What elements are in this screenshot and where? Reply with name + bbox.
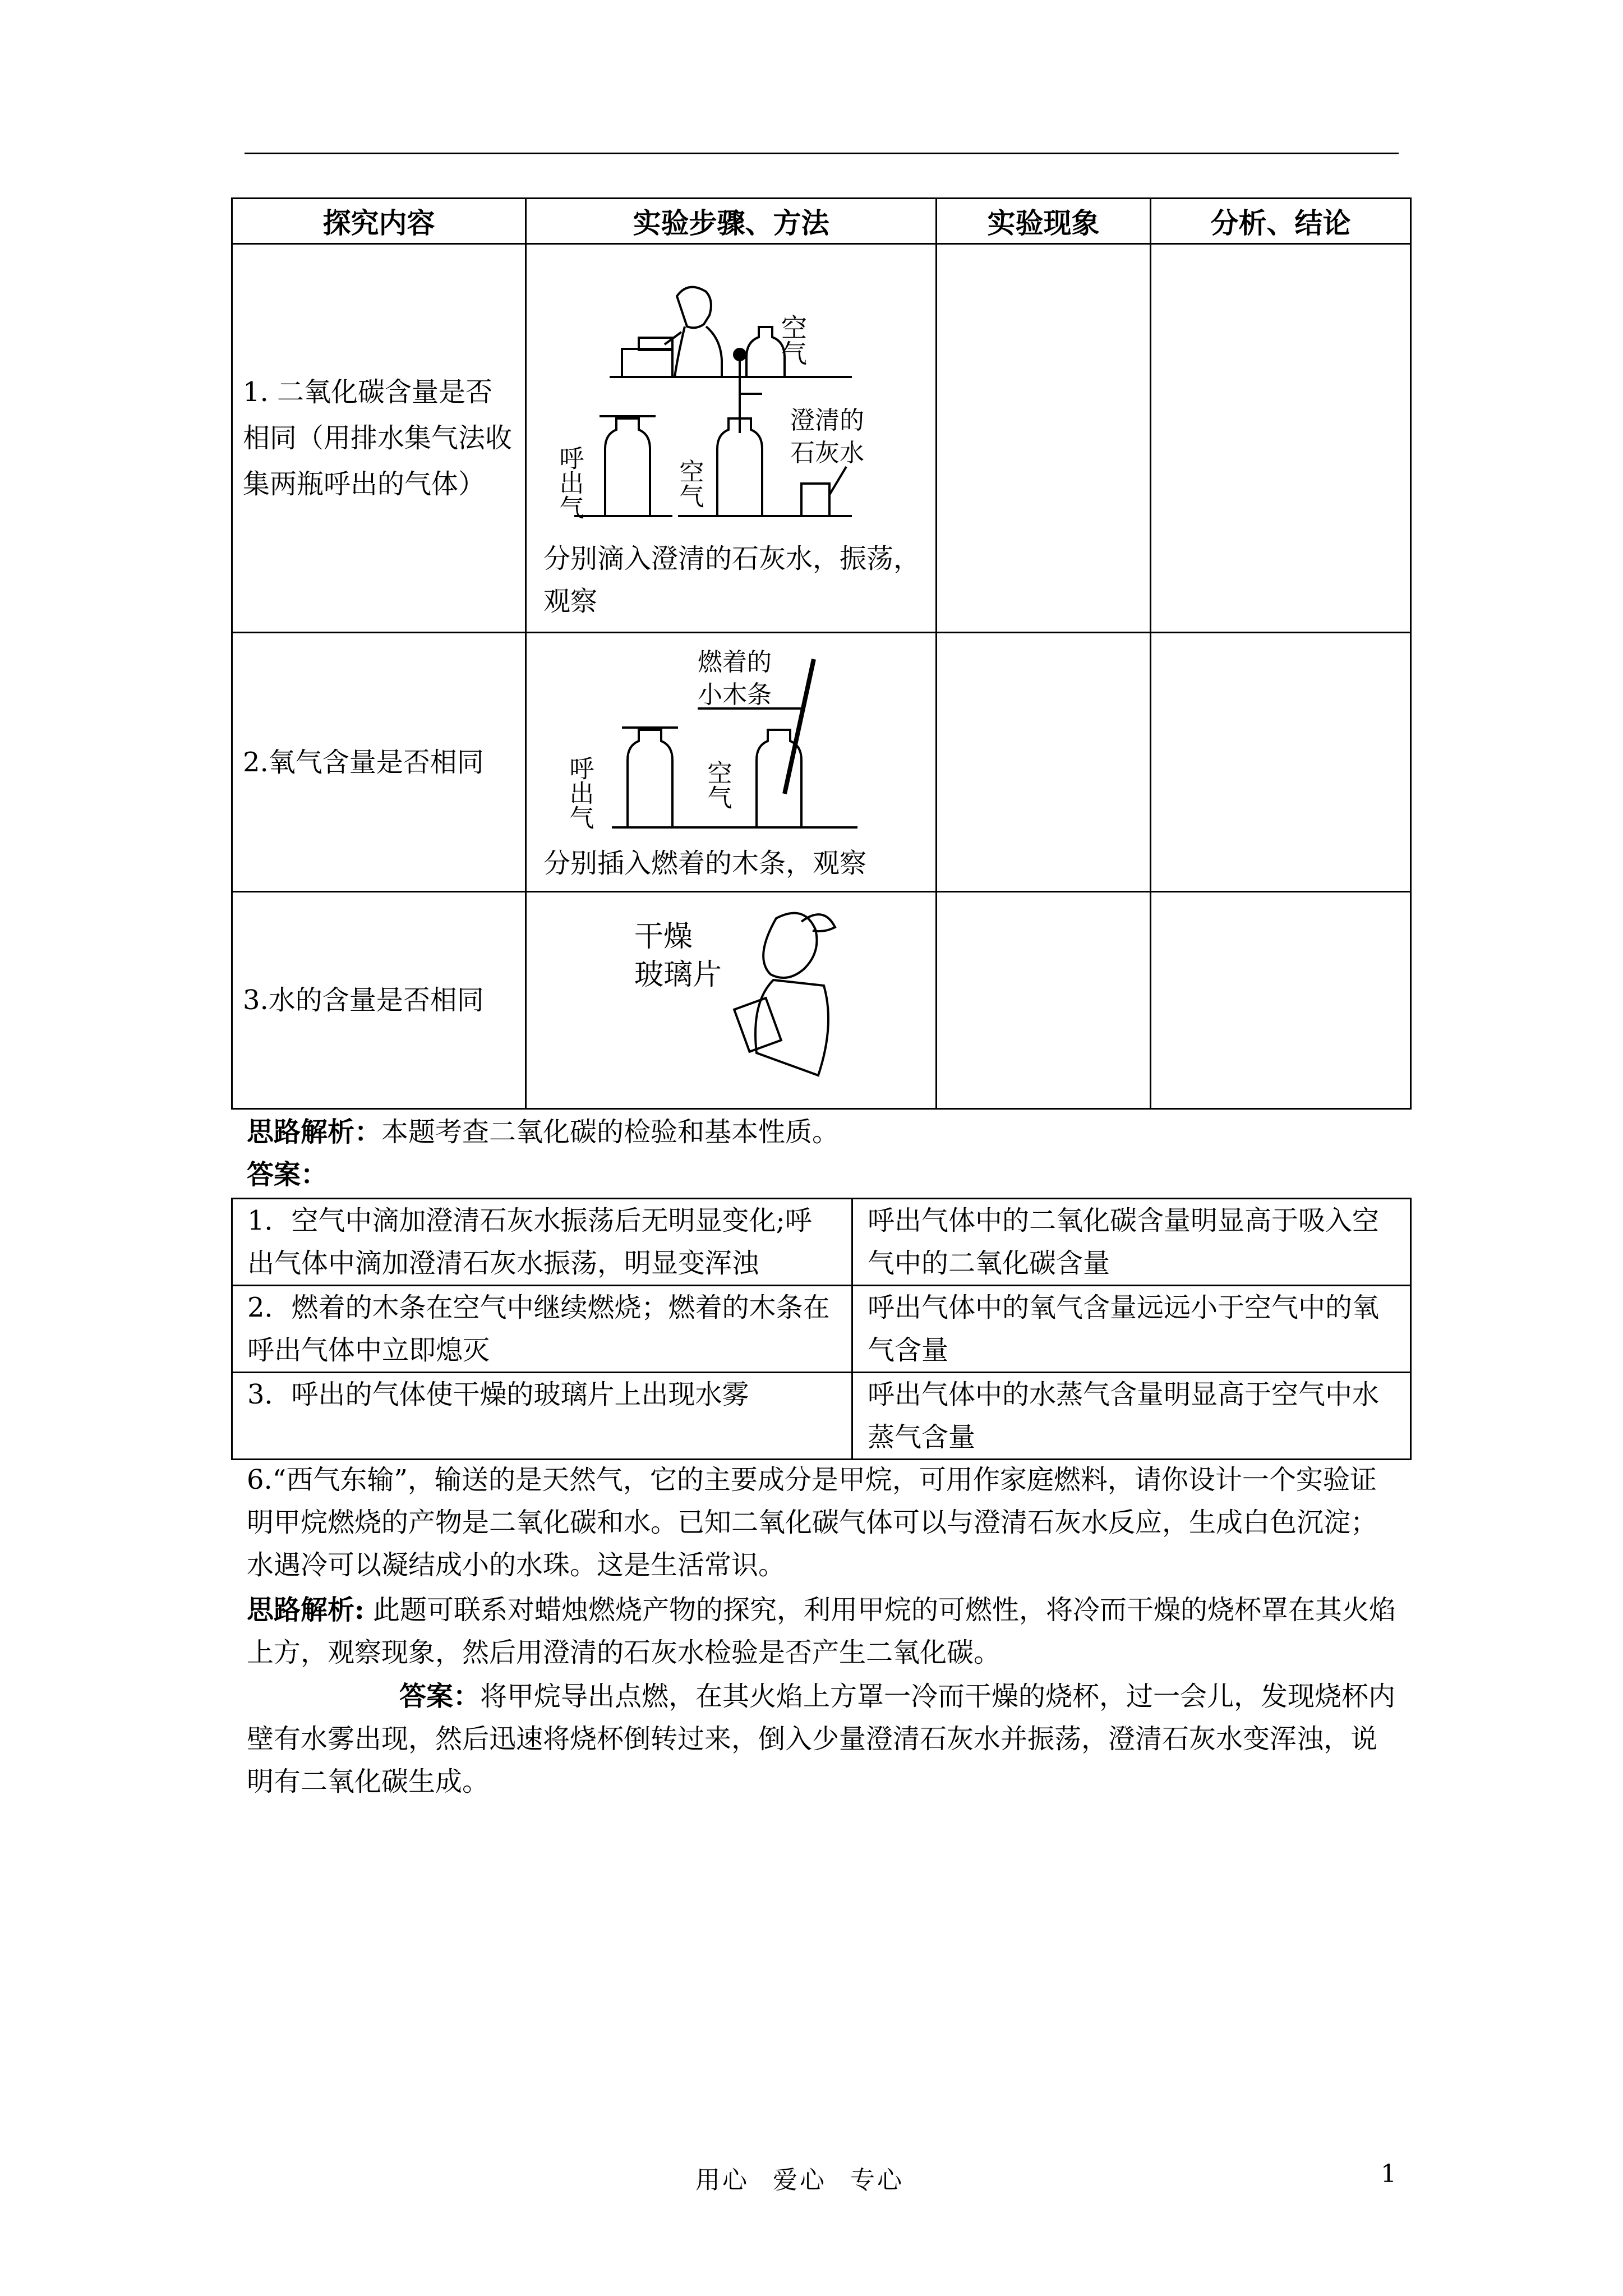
answer-cell: 呼出气体中的水蒸气含量明显高于空气中水蒸气含量 — [852, 1373, 1411, 1460]
table-row — [232, 1373, 1411, 1460]
answer-cell: 呼出气体中的氧气含量远远小于空气中的氧气含量 — [852, 1286, 1411, 1373]
phenomenon-cell — [937, 892, 1151, 1109]
conclusion-cell — [1151, 633, 1411, 892]
content-cell: 2.氧气含量是否相同 — [232, 633, 526, 892]
limewater-beaker — [801, 484, 829, 516]
header-cell: 探究内容 — [232, 199, 526, 244]
analysis-text: 此题可联系对蜡烛燃烧产物的探究，利用甲烷的可燃性，将冷而干燥的烧杯罩在其火焰上方，观察现象，然后用澄清的石灰水检验是否产生二氧化碳。 — [247, 1594, 1396, 1668]
header-rule — [245, 153, 1399, 154]
fig-label: 空气 — [703, 760, 732, 809]
fig-label: 空气 — [675, 459, 704, 508]
step-cell — [526, 633, 937, 892]
exhaled-bottle — [628, 730, 672, 827]
exhaled-bottle — [605, 418, 650, 516]
answer-text: 将甲烷导出点燃，在其火焰上方罩一冷而干燥的烧杯，过一会儿，发现烧杯内壁有水雾出现，然后迅速将烧杯倒转过来，倒入少量澄清石灰水并振荡，澄清石灰水变浑浊，说明有二氧化碳生成。 — [247, 1681, 1396, 1797]
analysis-paragraph — [247, 1111, 1402, 1153]
girl-head — [763, 913, 817, 978]
answer-cell: 1．空气中滴加澄清石灰水振荡后无明显变化;呼出气体中滴加澄清石灰水振荡，明显变浑浊 — [232, 1199, 852, 1286]
step-cell — [526, 892, 937, 1109]
page-number: 1 — [1381, 2160, 1396, 2188]
phenomenon-cell — [937, 633, 1151, 892]
answer-cell: 呼出气体中的二氧化碳含量明显高于吸入空气中的二氧化碳含量 — [852, 1199, 1411, 1286]
analysis-paragraph — [247, 1589, 1402, 1674]
co2-experiment-figure — [538, 248, 930, 540]
table-row — [232, 1199, 1411, 1286]
burning-stick — [785, 659, 814, 794]
fig-label: 玻璃片 — [634, 958, 722, 992]
step-text: 分别滴入澄清的石灰水，振荡，观察 — [543, 543, 921, 617]
footer-item: 爱心 — [773, 2166, 827, 2194]
header-cell: 实验现象 — [937, 199, 1151, 244]
fig-label: 燃着的 — [698, 648, 772, 677]
experiment-table — [231, 197, 1412, 1110]
fig-label: 澄清的 — [790, 406, 864, 435]
phenomenon-cell — [937, 244, 1151, 633]
conclusion-cell — [1151, 244, 1411, 633]
table-header-row — [232, 199, 1411, 244]
header-cell: 分析、结论 — [1151, 199, 1411, 244]
girl-body — [755, 980, 828, 1075]
table-row — [232, 1286, 1411, 1373]
header-cell: 实验步骤、方法 — [526, 199, 937, 244]
fig-label: 呼出气 — [555, 445, 584, 519]
conclusion-cell — [1151, 892, 1411, 1109]
dropper-bulb — [734, 349, 745, 360]
answer-heading — [247, 1153, 1402, 1196]
analysis-text: 本题考查二氧化碳的检验和基本性质。 — [381, 1116, 840, 1148]
page-footer — [695, 2160, 928, 2196]
answer-label: 答案： — [399, 1681, 481, 1712]
person-head — [677, 287, 711, 328]
answer-label: 答案： — [247, 1159, 328, 1190]
fig-label: 石灰水 — [790, 439, 864, 467]
question-6: 6.“西气东输”，输送的是天然气，它的主要成分是甲烷，可用作家庭燃料，请你设计一个实验证明甲烷燃烧的产物是二氧化碳和水。已知二氧化碳气体可以与澄清石灰水反应，生成白色沉淀；水遇冷可以凝结成小的水珠。这是生活常识。 — [247, 1464, 1378, 1581]
step-text: 分别插入燃着的木条，观察 — [543, 848, 867, 879]
table-row — [232, 892, 1411, 1109]
answer-table — [231, 1198, 1412, 1460]
answer-cell: 3．呼出的气体使干燥的玻璃片上出现水雾 — [232, 1373, 852, 1460]
step-cell — [526, 244, 937, 633]
analysis-label: 思路解析： — [247, 1116, 382, 1148]
content-cell: 1. 二氧化碳含量是否相同（用排水集气法收集两瓶呼出的气体） — [232, 244, 526, 633]
fig-label: 呼出气 — [565, 756, 594, 830]
answer-cell: 2．燃着的木条在空气中继续燃烧；燃着的木条在呼出气体中立即熄灭 — [232, 1286, 852, 1373]
footer-item: 专心 — [850, 2166, 904, 2194]
table-row — [232, 244, 1411, 633]
analysis-label: 思路解析: — [247, 1594, 365, 1626]
water-experiment-figure — [538, 896, 930, 1103]
fig-label: 空气 — [777, 314, 808, 366]
content-cell: 3.水的含量是否相同 — [232, 892, 526, 1109]
o2-experiment-figure — [538, 637, 930, 839]
table-row — [232, 633, 1411, 892]
fig-label: 干燥 — [634, 920, 693, 954]
person-body — [675, 326, 722, 377]
air-bottle — [717, 418, 762, 516]
footer-item: 用心 — [695, 2166, 749, 2194]
answer-paragraph — [247, 1675, 1402, 1803]
fig-label: 小木条 — [698, 680, 772, 709]
label-leader — [829, 467, 846, 495]
water-trough — [622, 349, 672, 377]
